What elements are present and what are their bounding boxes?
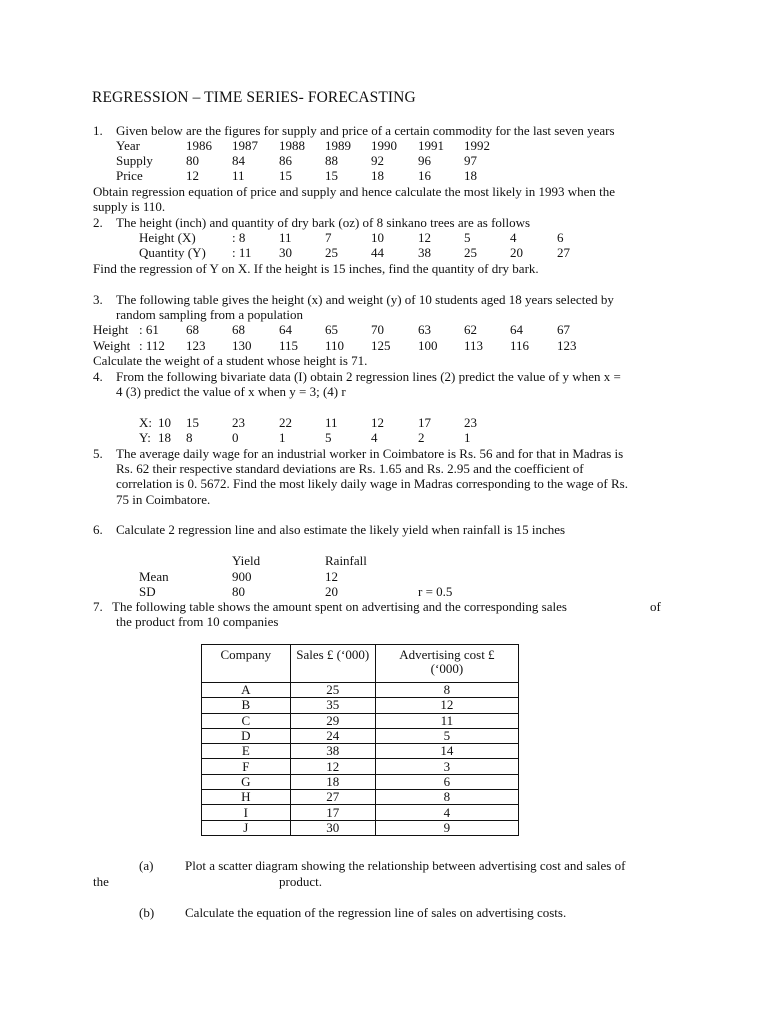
cell-company: A [202, 683, 291, 698]
q3-cell: 64 [510, 322, 523, 337]
q4-cell: 4 [371, 430, 378, 445]
q2-number: 2. [93, 215, 103, 230]
cell-advertising: 8 [375, 683, 518, 698]
q4-cell: 17 [418, 415, 431, 430]
header-advertising [375, 645, 518, 683]
q3-number: 3. [93, 292, 103, 307]
cell-advertising: 9 [375, 820, 518, 835]
cell-sales: 24 [290, 728, 375, 743]
cell-company: E [202, 744, 291, 759]
q2-cell: 12 [418, 230, 431, 245]
q3-cell: : 112 [139, 338, 165, 353]
q3-intro-line2: random sampling from a population [116, 307, 304, 322]
q7-number: 7. [93, 599, 103, 614]
q7-part-a-label: (a) [139, 858, 154, 873]
q6-mean-yield: 900 [232, 569, 252, 584]
q4-cell: 0 [232, 430, 239, 445]
q2-cell: 30 [279, 245, 292, 260]
q6-number: 6. [93, 522, 103, 537]
q1-cell: 18 [371, 168, 384, 183]
q3-cell: 63 [418, 322, 431, 337]
q6-sd-label: SD [139, 584, 156, 599]
table-row [202, 744, 519, 759]
q3-cell: 68 [232, 322, 245, 337]
table-row [202, 774, 519, 789]
table-row [202, 805, 519, 820]
table-row [202, 790, 519, 805]
cell-advertising: 4 [375, 805, 518, 820]
q4-cell: 22 [279, 415, 292, 430]
q3-cell: 110 [325, 338, 345, 353]
q1-cell: 1992 [464, 138, 490, 153]
cell-advertising: 11 [375, 713, 518, 728]
q3-cell: 123 [186, 338, 206, 353]
q4-number: 4. [93, 369, 103, 384]
page-title: REGRESSION – TIME SERIES- FORECASTING [92, 89, 416, 106]
q1-cell: 96 [418, 153, 431, 168]
q1-row-label: Supply [116, 153, 153, 168]
cell-sales: 27 [290, 790, 375, 805]
cell-advertising: 3 [375, 759, 518, 774]
q2-cell: 4 [510, 230, 517, 245]
q1-cell: 86 [279, 153, 292, 168]
q6-intro: Calculate 2 regression line and also estimate the likely yield when rainfall is 15 inches [116, 522, 566, 537]
q3-cell: 67 [557, 322, 570, 337]
table-row [202, 759, 519, 774]
q1-cell: 1989 [325, 138, 351, 153]
cell-company: D [202, 728, 291, 743]
q3-cell: 65 [325, 322, 338, 337]
q1-cell: 1990 [371, 138, 397, 153]
cell-advertising: 6 [375, 774, 518, 789]
q3-text: Calculate the weight of a student whose height is 71. [93, 353, 368, 368]
q1-cell: 88 [325, 153, 338, 168]
q7-part-b-text: Calculate the equation of the regression line of sales on advertising costs. [185, 905, 567, 920]
q2-cell: 6 [557, 230, 564, 245]
table-row [202, 698, 519, 713]
cell-sales: 17 [290, 805, 375, 820]
q3-cell: 68 [186, 322, 199, 337]
q4-cell: 15 [186, 415, 199, 430]
q4-cell: 5 [325, 430, 332, 445]
cell-company: F [202, 759, 291, 774]
q3-intro-line1: The following table gives the height (x) and weight (y) of 10 students aged 18 years selected by [116, 292, 614, 307]
q4-cell: 1 [464, 430, 471, 445]
table-row [202, 683, 519, 698]
q1-cell: 1991 [418, 138, 444, 153]
cell-company: B [202, 698, 291, 713]
q1-text-line1: Obtain regression equation of price and supply and hence calculate the most likely in 1993 when the [93, 184, 616, 199]
table-header-row [202, 645, 519, 683]
q1-cell: 16 [418, 168, 431, 183]
q7-intro-of: of [650, 599, 661, 614]
q3-cell: 100 [418, 338, 438, 353]
cell-company: H [202, 790, 291, 805]
q1-cell: 12 [186, 168, 199, 183]
q4-cell: 1 [279, 430, 286, 445]
q1-cell: 1988 [279, 138, 305, 153]
q7-part-a-line1: Plot a scatter diagram showing the relationship between advertising cost and sales of [185, 858, 626, 873]
table-row [202, 713, 519, 728]
q4-cell: 11 [325, 415, 338, 430]
q7-intro-line2: the product from 10 companies [116, 614, 279, 629]
q3-cell: 64 [279, 322, 292, 337]
header-company: Company [202, 645, 291, 683]
q2-cell: 20 [510, 245, 523, 260]
cell-sales: 12 [290, 759, 375, 774]
q3-cell: 115 [279, 338, 299, 353]
q2-cell: : 8 [232, 230, 246, 245]
q2-row-label: Height (X) [139, 230, 196, 245]
q2-text: Find the regression of Y on X. If the height is 15 inches, find the quantity of dry bark. [93, 261, 539, 276]
cell-sales: 35 [290, 698, 375, 713]
q2-cell: 5 [464, 230, 471, 245]
q6-mean-rainfall: 12 [325, 569, 338, 584]
q2-cell: 10 [371, 230, 384, 245]
cell-advertising: 14 [375, 744, 518, 759]
q2-cell: 7 [325, 230, 332, 245]
q6-sd-yield: 80 [232, 584, 245, 599]
cell-sales: 18 [290, 774, 375, 789]
cell-sales: 25 [290, 683, 375, 698]
q4-cell: 2 [418, 430, 425, 445]
q6-correlation: r = 0.5 [418, 584, 453, 599]
q2-cell: : 11 [232, 245, 252, 260]
cell-sales: 30 [290, 820, 375, 835]
q3-cell: : 61 [139, 322, 159, 337]
q3-cell: 125 [371, 338, 391, 353]
q2-cell: 27 [557, 245, 570, 260]
cell-company: C [202, 713, 291, 728]
q7-part-a-line2: product. [279, 874, 322, 889]
q4-intro-line2: 4 (3) predict the value of x when y = 3; (4) r [116, 384, 346, 399]
q3-row-label: Height [93, 322, 129, 337]
cell-sales: 38 [290, 744, 375, 759]
q5-line3: correlation is 0. 5672. Find the most likely daily wage in Madras corresponding to the wage of Rs. [116, 476, 628, 491]
q1-text-line2: supply is 110. [93, 199, 166, 214]
q1-row-label: Price [116, 168, 143, 183]
cell-sales: 29 [290, 713, 375, 728]
q5-line2: Rs. 62 their respective standard deviations are Rs. 1.65 and Rs. 2.95 and the coefficient of [116, 461, 584, 476]
cell-company: G [202, 774, 291, 789]
header-advertising-line1: Advertising cost £ [399, 647, 495, 662]
cell-company: J [202, 820, 291, 835]
q2-cell: 25 [464, 245, 477, 260]
sales-advertising-table [201, 644, 519, 836]
q1-cell: 92 [371, 153, 384, 168]
q3-cell: 130 [232, 338, 252, 353]
q5-line4: 75 in Coimbatore. [116, 492, 211, 507]
q2-row-label: Quantity (Y) [139, 245, 206, 260]
q6-header-rainfall: Rainfall [325, 553, 367, 568]
q1-cell: 11 [232, 168, 245, 183]
q7-part-b-label: (b) [139, 905, 155, 920]
cell-company: I [202, 805, 291, 820]
q2-cell: 25 [325, 245, 338, 260]
q1-cell: 15 [325, 168, 338, 183]
q1-cell: 18 [464, 168, 477, 183]
cell-advertising: 5 [375, 728, 518, 743]
q2-intro: The height (inch) and quantity of dry bark (oz) of 8 sinkano trees are as follows [116, 215, 531, 230]
q4-cell: 18 [158, 430, 171, 445]
q3-cell: 123 [557, 338, 577, 353]
q4-intro-line1: From the following bivariate data (I) obtain 2 regression lines (2) predict the value of y when x = [116, 369, 621, 384]
q4-cell: 8 [186, 430, 193, 445]
q1-cell: 1986 [186, 138, 212, 153]
q1-cell: 1987 [232, 138, 258, 153]
q3-cell: 62 [464, 322, 477, 337]
q1-intro: Given below are the figures for supply and price of a certain commodity for the last seven years [116, 123, 615, 138]
q7-part-a-the: the [93, 874, 109, 889]
q1-cell: 84 [232, 153, 245, 168]
q6-header-yield: Yield [232, 553, 261, 568]
q4-row-label: X: [139, 415, 152, 430]
header-advertising-line2: (‘000) [430, 661, 464, 676]
q4-cell: 12 [371, 415, 384, 430]
q3-cell: 70 [371, 322, 384, 337]
q6-sd-rainfall: 20 [325, 584, 338, 599]
cell-advertising: 8 [375, 790, 518, 805]
q1-number: 1. [93, 123, 103, 138]
q1-cell: 80 [186, 153, 199, 168]
q1-cell: 15 [279, 168, 292, 183]
q5-line1: The average daily wage for an industrial worker in Coimbatore is Rs. 56 and for that in Madras is [116, 446, 624, 461]
q6-mean-label: Mean [139, 569, 169, 584]
cell-advertising: 12 [375, 698, 518, 713]
q3-cell: 116 [510, 338, 530, 353]
q1-row-label: Year [116, 138, 140, 153]
q2-cell: 38 [418, 245, 431, 260]
q2-cell: 44 [371, 245, 384, 260]
q4-cell: 10 [158, 415, 171, 430]
q3-row-label: Weight [93, 338, 131, 353]
table-row [202, 820, 519, 835]
q4-cell: 23 [232, 415, 245, 430]
q1-cell: 97 [464, 153, 477, 168]
q4-cell: 23 [464, 415, 477, 430]
q5-number: 5. [93, 446, 103, 461]
q7-intro-line1: The following table shows the amount spent on advertising and the corresponding sales [112, 599, 567, 614]
q4-row-label: Y: [139, 430, 151, 445]
q3-cell: 113 [464, 338, 484, 353]
header-sales: Sales £ (‘000) [290, 645, 375, 683]
table-row [202, 728, 519, 743]
q2-cell: 11 [279, 230, 292, 245]
